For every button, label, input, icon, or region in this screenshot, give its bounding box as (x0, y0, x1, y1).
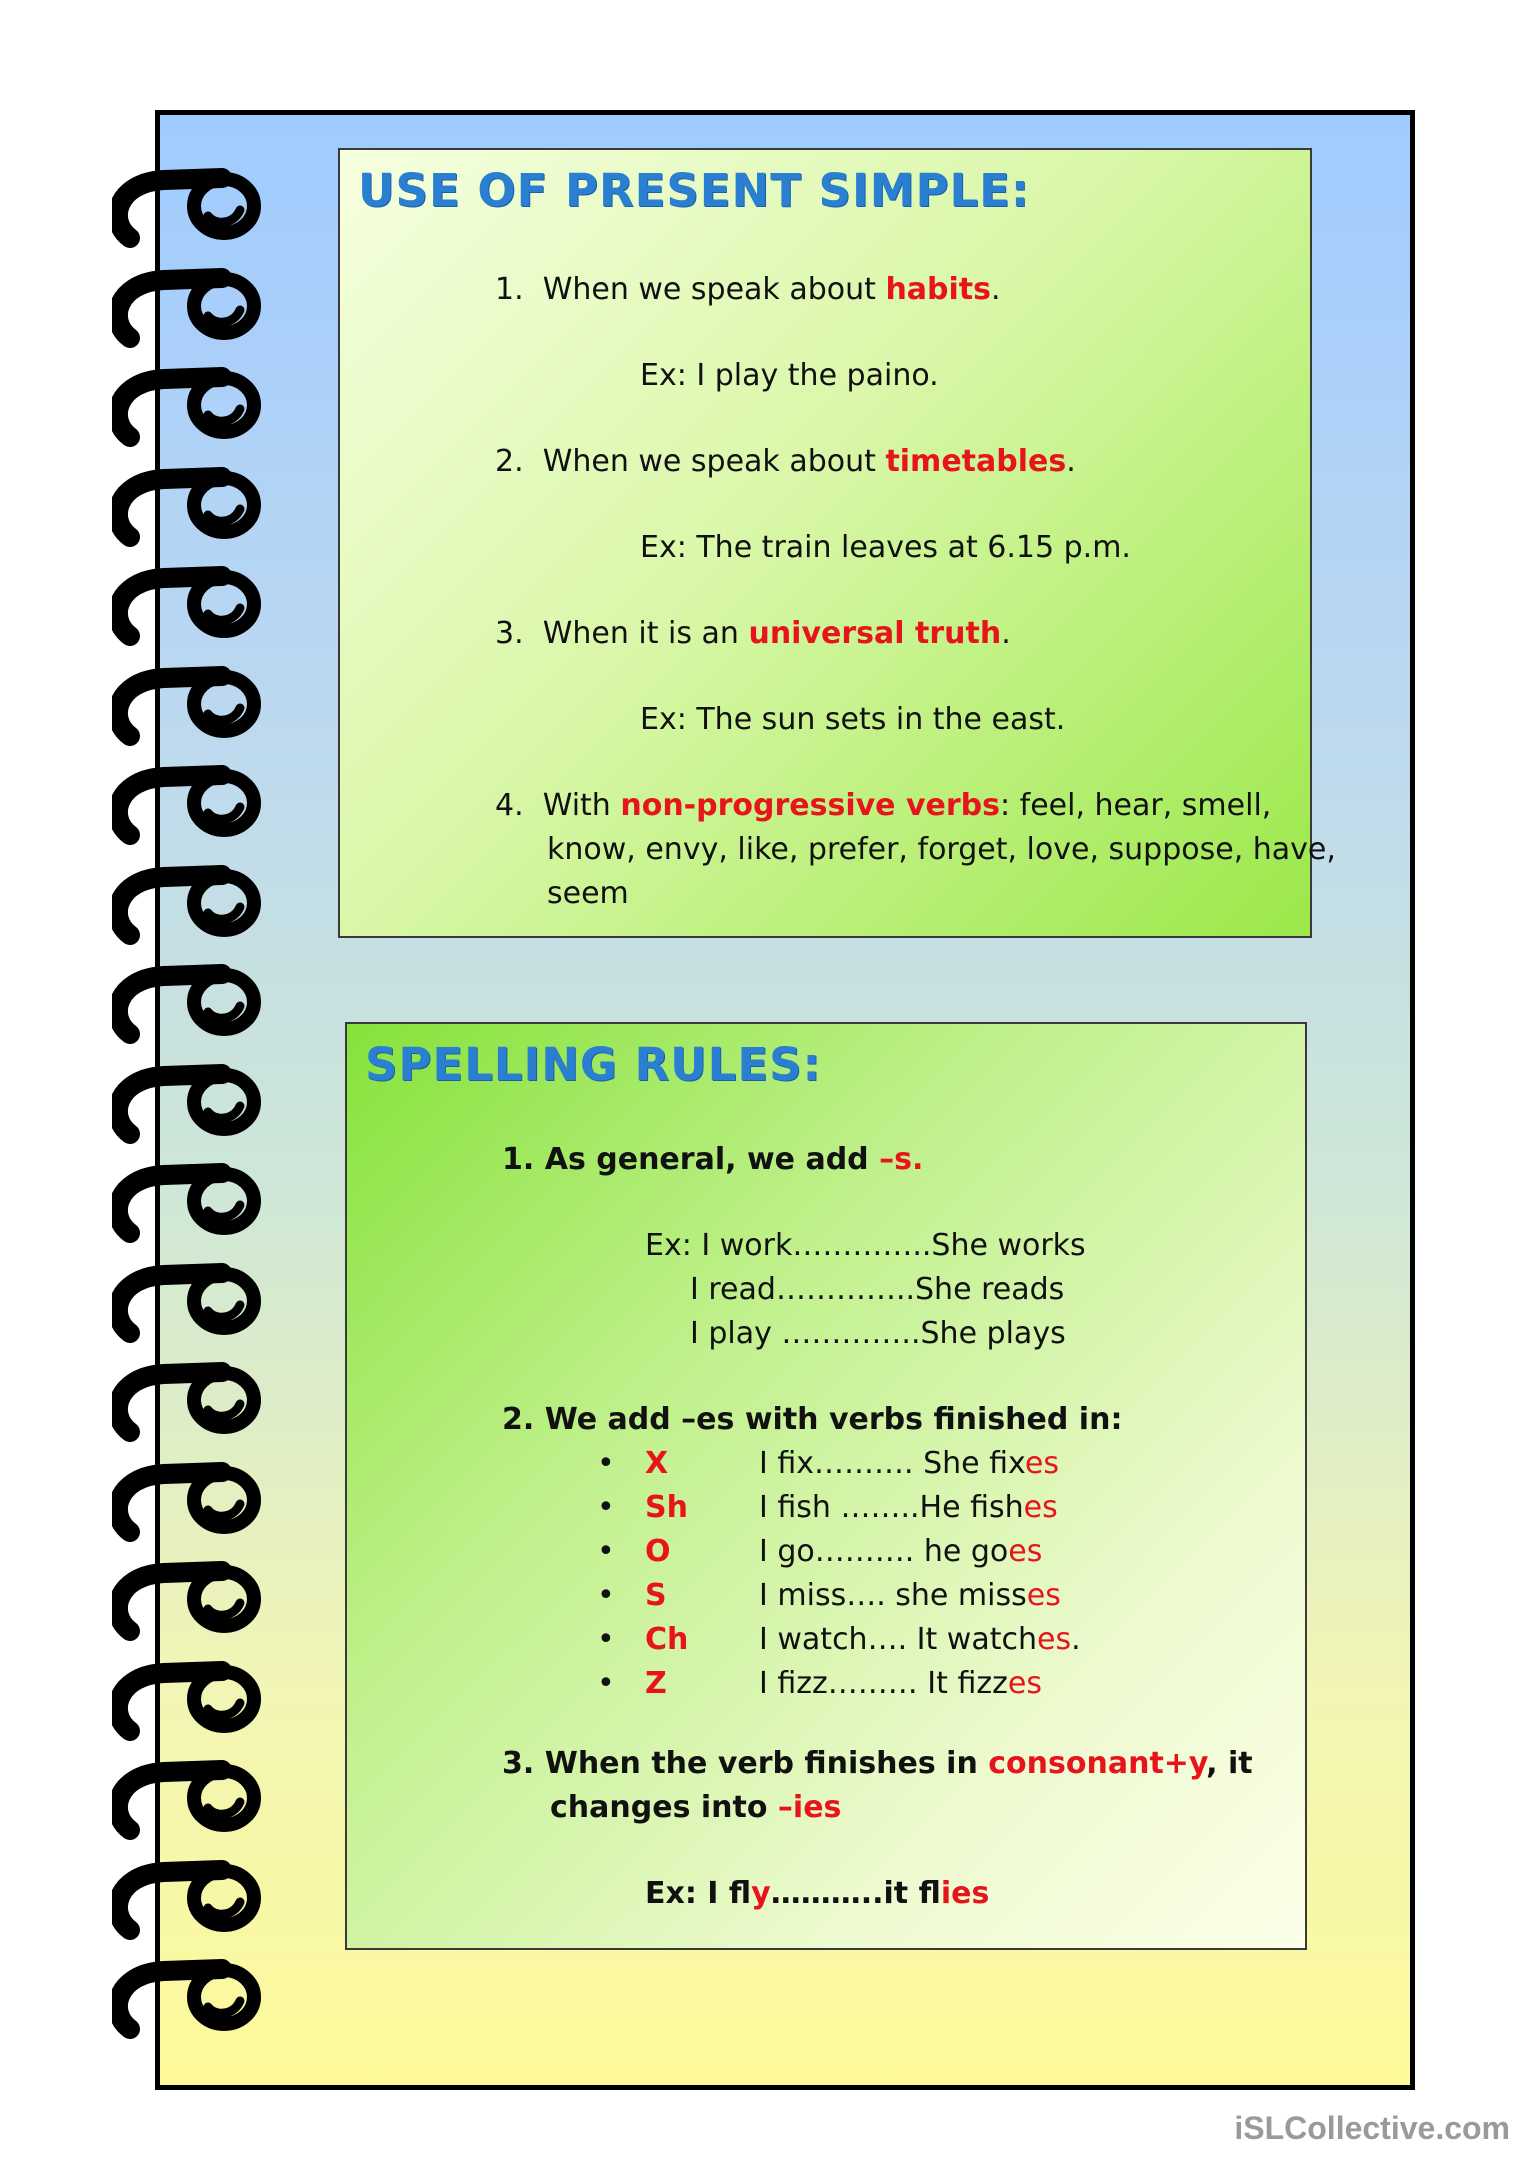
bullet: • (597, 1534, 615, 1569)
spiral-ring-icon (112, 359, 262, 459)
spiral-ring-icon (112, 1951, 262, 2051)
use-example-1: Ex: I play the paino. (640, 358, 939, 393)
spiral-ring-icon (112, 956, 262, 1056)
spelling-rule-3-line2: changes into –ies (550, 1790, 842, 1825)
spelling-rules-title: SPELLING RULES: (365, 1038, 822, 1091)
use-example-3: Ex: The sun sets in the east. (640, 702, 1066, 737)
use-item-4-line3: seem (547, 876, 629, 911)
use-item-1: 1. When we speak about habits. (495, 272, 1001, 307)
rule1-example-1: Ex: I work…………..She works (645, 1228, 1086, 1263)
spelling-rule-1: 1. As general, we add –s. (502, 1142, 924, 1177)
watermark: iSLCollective.com (1234, 2110, 1510, 2146)
use-item-2: 2. When we speak about timetables. (495, 444, 1076, 479)
spiral-ring-icon (112, 260, 262, 360)
verb-example: I watch…. It watches. (759, 1622, 1081, 1657)
bullet: • (597, 1622, 615, 1657)
spiral-ring-icon (112, 459, 262, 559)
verb-ending: S (645, 1578, 667, 1613)
spiral-ring-icon (112, 1255, 262, 1355)
bullet: • (597, 1578, 615, 1613)
spiral-ring-icon (112, 1454, 262, 1554)
verb-ending: Ch (645, 1622, 689, 1657)
present-simple-box (338, 148, 1336, 938)
spelling-rules-box (345, 1022, 1307, 1950)
spiral-ring-icon (112, 1155, 262, 1255)
spiral-ring-icon (112, 658, 262, 758)
spelling-rule-2: 2. We add –es with verbs finished in: (502, 1402, 1123, 1437)
rule3-example: Ex: I fly………..it flies (645, 1876, 990, 1911)
spiral-ring-icon (112, 757, 262, 857)
present-simple-title: USE OF PRESENT SIMPLE: (358, 164, 1030, 217)
verb-ending: X (645, 1446, 669, 1481)
spiral-ring-icon (112, 1553, 262, 1653)
spiral-ring-icon (112, 1653, 262, 1753)
verb-example: I fish ……..He fishes (759, 1490, 1058, 1525)
verb-example: I fizz……… It fizzes (759, 1666, 1042, 1701)
use-item-4: 4. With non-progressive verbs: feel, hear, smell, (495, 788, 1272, 823)
rule1-example-2: I read…………..She reads (690, 1272, 1065, 1307)
verb-ending: Z (645, 1666, 667, 1701)
spiral-ring-icon (112, 558, 262, 658)
spiral-ring-icon (112, 160, 262, 260)
verb-ending: Sh (645, 1490, 688, 1525)
bullet: • (597, 1666, 615, 1701)
spiral-ring-icon (112, 1056, 262, 1156)
spelling-rule-3: 3. When the verb finishes in consonant+y, it (502, 1746, 1253, 1781)
verb-ending: O (645, 1534, 671, 1569)
spiral-ring-icon (112, 1852, 262, 1952)
use-item-3: 3. When it is an universal truth. (495, 616, 1011, 651)
spiral-ring-icon (112, 1354, 262, 1454)
bullet: • (597, 1490, 615, 1525)
bullet: • (597, 1446, 615, 1481)
verb-example: I go………. he goes (759, 1534, 1043, 1569)
use-example-2: Ex: The train leaves at 6.15 p.m. (640, 530, 1131, 565)
spiral-ring-icon (112, 857, 262, 957)
spiral-ring-icon (112, 1752, 262, 1852)
verb-example: I miss…. she misses (759, 1578, 1061, 1613)
spiral-binding (112, 160, 262, 2060)
verb-example: I fix………. She fixes (759, 1446, 1059, 1481)
use-item-4-line2: know, envy, like, prefer, forget, love, suppose, have, (547, 832, 1336, 867)
rule1-example-3: I play …………..She plays (690, 1316, 1066, 1351)
